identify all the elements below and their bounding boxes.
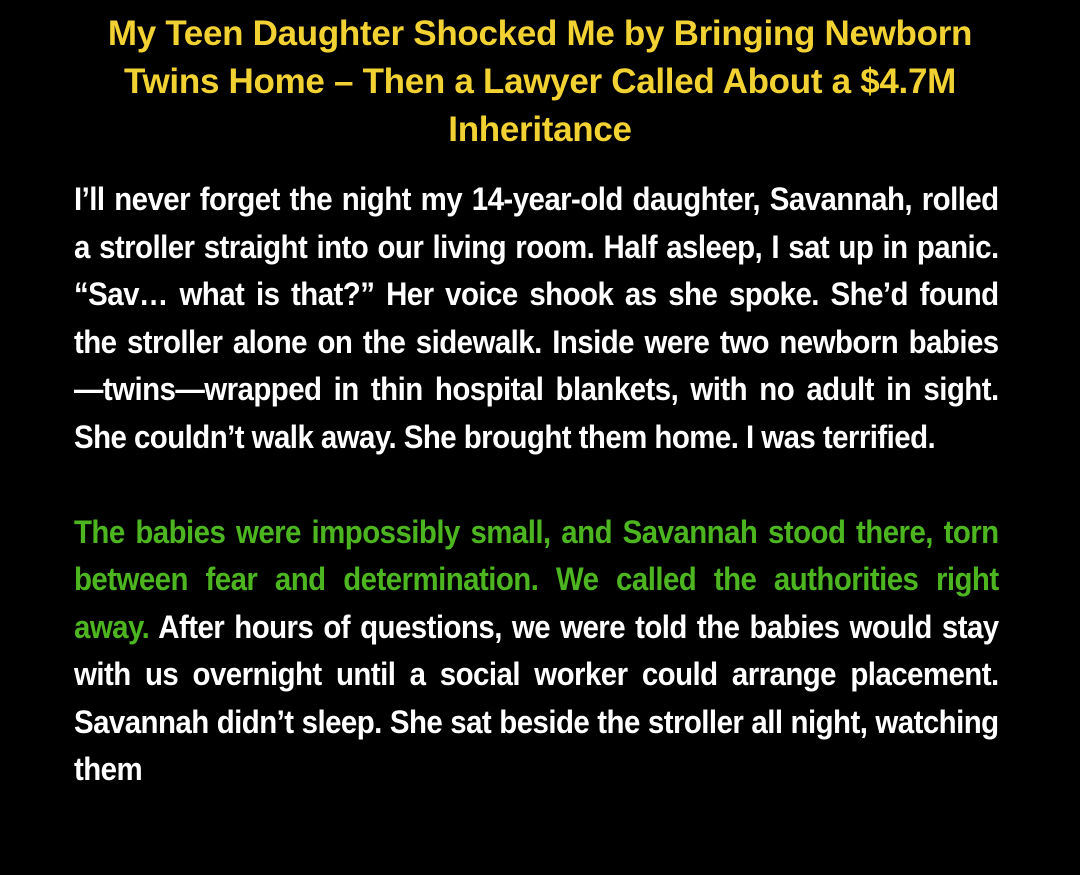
paragraph-1: I’ll never forget the night my 14-year-old daughter, Savannah, rolled a stroller straight into our living room. Half asleep, I sat up in panic. “Sav… what is that?” Her voice shook as she spoke. She’d found the stroller alone on the sidewalk. Inside were two newborn babies—twins—wrapped in thin hospital blankets, with no adult in sight. She couldn’t walk away. She brought them home. I was terrified. — [74, 181, 999, 455]
article-body — [74, 176, 999, 794]
paragraph-2-text: After hours of questions, we were told the babies would stay with us overnight until a social worker could arrange placement. Savannah didn’t sleep. She sat beside the stroller all night, watching them — [74, 608, 999, 787]
article-headline: My Teen Daughter Shocked Me by Bringing Newborn Twins Home – Then a Lawyer Called About a $4.7M Inheritance — [107, 14, 973, 149]
paragraph-2 — [74, 509, 999, 794]
highlighted-text: The babies were impossibly small, and Savannah stood there, torn between fear and determination. We called the authorities right away. — [74, 513, 999, 645]
